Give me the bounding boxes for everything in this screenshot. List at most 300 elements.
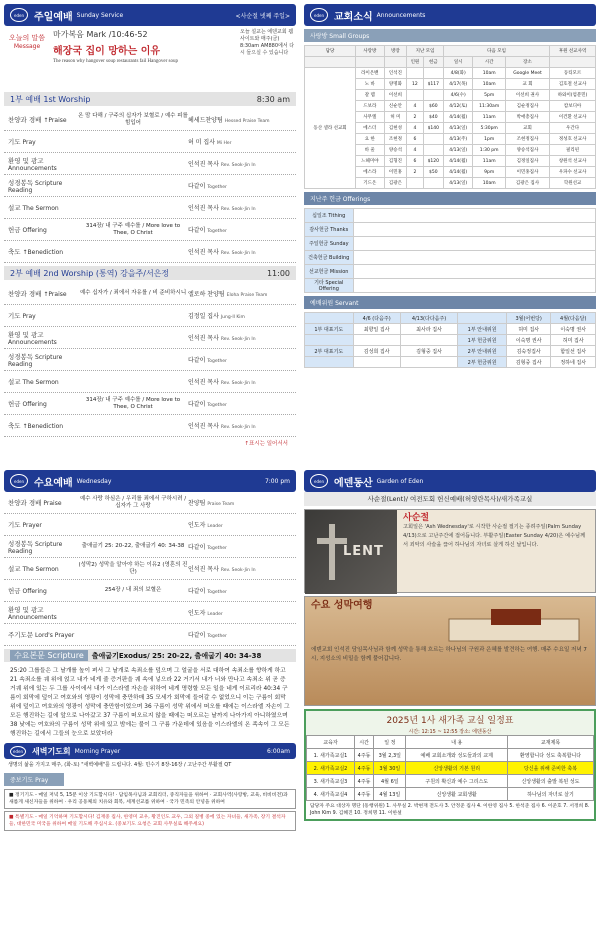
order-leader: 허 미 집사 Mi Her — [188, 139, 232, 146]
servant-cell: 김성희 집사 — [353, 346, 400, 357]
schedule-cell: 1. 새가족교실1 — [307, 749, 355, 762]
schedule-head: 교재제목 — [508, 736, 594, 749]
lent-word: LENT — [343, 544, 384, 559]
order-leader: 다같이 Together — [188, 183, 227, 190]
sg-cell: 필리핀 — [550, 145, 596, 156]
order-row — [4, 371, 296, 393]
sg-cell: 에스더 — [356, 123, 385, 134]
order-detail: 예수 십자가 / 죄에서 자유를 / 비 준비하시니 — [79, 290, 187, 296]
order-label: 설교 The Sermon — [8, 378, 59, 386]
order-detail: 출애굽기 25: 20-22, 출애굽기 40: 34-38 — [81, 543, 185, 549]
sg-subhead: 인원 — [407, 57, 423, 68]
sg-cell: 10am — [473, 178, 505, 189]
sg-cell: 우파수 선교사 — [550, 167, 596, 178]
order-leader: 인석진 목사 Rev. Seok-Jin In — [188, 423, 256, 430]
order-label: 헌금 Offering — [8, 587, 47, 595]
sg-cell: 4/13(일) — [443, 123, 472, 134]
servant-row — [305, 335, 596, 346]
sg-cell: 김형진 — [384, 156, 407, 167]
sg-subhead — [384, 57, 407, 68]
order-leader: 인석진 목사 Rev. Seok-Jin In — [188, 161, 256, 168]
sg-cell: 5:30pm — [473, 123, 505, 134]
dawn-note: 생명의 삶을 가지고 매주, (화-토) "새벽예배"를 드립니다. 4월: 민수기 8장-16장 / 고난주간 부활절 QT — [8, 762, 232, 768]
sg-cell: $140 — [423, 123, 443, 134]
sg-cell: 4/14(월) — [443, 156, 472, 167]
sg-cell: 양승석 — [384, 145, 407, 156]
sg-cell: 신순안 — [384, 101, 407, 112]
sg-cell — [423, 145, 443, 156]
sg-cell: 바 울 — [356, 145, 385, 156]
schedule-cell: 3. 새가족교실3 — [307, 775, 355, 788]
sg-subhead: 시간 — [473, 57, 505, 68]
servant-cell: 1부 안내위원 — [458, 324, 507, 335]
servant-cell: 허미 집사 — [551, 335, 596, 346]
order-detail: 314장/ 내 구주 예수를 / More love to Thee, O Christ — [85, 222, 181, 236]
eden-logo-icon: eden — [310, 8, 328, 22]
sg-cell: 이민홍집사 — [505, 167, 549, 178]
sermon-title: 해장국 집이 망하는 이유 — [53, 46, 161, 57]
announcements-subtitle: Announcements — [376, 11, 426, 19]
eden-logo-icon: eden — [310, 474, 328, 488]
sg-cell: 1:30 pm — [473, 145, 505, 156]
second-worship-bar — [4, 266, 296, 280]
sg-cell: 이선희 — [384, 90, 407, 101]
second-worship-label: 2부 예배 2nd Worship (통역) 강을주/서은정 — [10, 268, 170, 278]
order-leader: 인석진 목사 Rev. Seok-Jin In — [188, 249, 256, 256]
order-detail: 온 맘 다해 / 구주의 십자가 보혈로 / 예수 피를 힘입어 — [78, 112, 188, 126]
sg-cell: 4/14(월) — [443, 112, 472, 123]
servant-cell: 이숙명 권사 — [506, 335, 551, 346]
wednesday-scripture-bar — [4, 649, 296, 662]
sg-subhead — [356, 57, 385, 68]
sg-cell: 12 — [407, 79, 423, 90]
offering-row — [305, 279, 596, 293]
servant-cell — [400, 357, 458, 368]
servant-row — [305, 324, 596, 335]
sg-cell: $40 — [423, 112, 443, 123]
announcements-panel — [304, 4, 596, 456]
servant-cell: 김형중 집사 — [506, 357, 551, 368]
order-row — [4, 602, 296, 624]
dawn-header — [4, 743, 296, 759]
servant-row — [305, 346, 596, 357]
offering-row — [305, 223, 596, 237]
order-row — [4, 109, 296, 131]
order-row — [4, 305, 296, 327]
order-label: 환영 및 광고 Announcements — [8, 330, 57, 346]
offering-label: 기타 Special Offering — [305, 279, 354, 293]
order-detail: 254장 / 내 죄의 보혈은 — [104, 587, 162, 593]
offerings-table — [304, 208, 596, 293]
sg-cell: 4/8(화) — [443, 68, 472, 79]
announcements-title: 교회소식 — [334, 11, 373, 23]
sg-cell: 김정일집사 — [505, 156, 549, 167]
order-label: 찬양과 경배 ↑Praise — [8, 116, 67, 124]
sg-cell: 사무엘 — [356, 112, 385, 123]
schedule-row — [307, 762, 594, 775]
servant-cell: 정하네 집사 — [551, 357, 596, 368]
schedule-cell: 하나님의 자녀로 살기 — [508, 788, 594, 801]
order-label: 헌금 Offering — [8, 226, 47, 234]
new-family-schedule — [304, 709, 596, 821]
sg-head-mission: 후원 선교사역 — [550, 46, 596, 57]
order-label: 설교 The Sermon — [8, 565, 59, 573]
sg-cell: 갈 렙 — [356, 90, 385, 101]
sg-cell: 4/6(수) — [443, 90, 472, 101]
message-block — [4, 29, 296, 89]
order-row — [4, 349, 296, 371]
dawn-time: 6:00am — [267, 747, 290, 755]
order-row — [4, 514, 296, 536]
wednesday-subtitle: Wednesday — [76, 477, 112, 485]
order-leader: 다같이 Together — [188, 401, 227, 408]
small-groups-title: 사랑방 Small Groups — [304, 29, 596, 42]
offering-label: 건축헌금 Building — [305, 251, 354, 265]
order-row — [4, 492, 296, 514]
servant-cell: 허미 집사 — [506, 324, 551, 335]
stand-note: ↑표시는 일어서서 — [244, 441, 288, 447]
order-leader: 인석진 목사 Rev. Seok-Jin In — [188, 335, 256, 342]
lent-week-label: <사순절 넷째 주일> — [235, 12, 290, 20]
rebroadcast-note: 오늘 설교는 에덴교회 웹사이트와 매주(금) 8:30am AM880에서 다시 들으실 수 있습니다 — [240, 29, 295, 56]
sg-cell: 조현정집사 — [505, 134, 549, 145]
order-row — [4, 175, 296, 197]
dawn-subtitle: Morning Prayer — [74, 747, 121, 755]
sg-cell: 라이온밴 — [356, 68, 385, 79]
table-row — [305, 68, 596, 79]
sg-cell: 양승석집사 — [505, 145, 549, 156]
sg-cell: 김광은 — [384, 178, 407, 189]
wednesday-order — [4, 492, 296, 646]
schedule-note: 담당자 주요 대상자 명단 (동행위원) 1. 사무실 2. 박현재 전도사 3. 안정준 집사 4. 이한영 집사 5. 한석준 집사 6. 이준호 7. 서정희 8. John Kim 9. 김혜진 10. 정희명 11. 이한설 — [310, 804, 590, 816]
servant-cell: 최향일 집사 — [353, 324, 400, 335]
lent-cross-image — [305, 510, 397, 594]
servant-cell — [353, 357, 400, 368]
tabernacle-text: 에덴교회 인석진 담임목사님과 함께 성막을 통해 흐르는 하나님의 구원과 은혜를 발견하는 여행. 매주 수요일 저녁 7시, 지성소의 비밀을 함께 풀어갑니다. — [311, 647, 587, 662]
sg-cell: 노 바 — [356, 79, 385, 90]
schedule-row — [307, 788, 594, 801]
schedule-row — [307, 749, 594, 762]
first-worship-bar — [4, 92, 296, 106]
order-label: 축도 ↑Benediction — [8, 248, 64, 256]
sg-cell — [407, 68, 423, 79]
schedule-cell: 2. 새가족교실2 — [307, 762, 355, 775]
order-label: 환영 및 광고 Announcements — [8, 605, 57, 621]
order-leader: 인도자 Leader — [188, 522, 223, 529]
order-label: 헌금 Offering — [8, 400, 47, 408]
order-row — [4, 197, 296, 219]
order-row — [4, 558, 296, 580]
order-row — [4, 283, 296, 305]
offering-row — [305, 237, 596, 251]
schedule-cell: 당신을 위해 준비한 축복 — [508, 762, 594, 775]
sg-cell: 4 — [407, 101, 423, 112]
sunday-header — [4, 4, 296, 26]
schedule-head: 교육자 — [307, 736, 355, 749]
garden-tagline: 사순절(Lent)/ 여전도회 헌신예배(허영란목사)/새가족교실 — [304, 492, 596, 506]
sg-cell: 에스라 — [356, 167, 385, 178]
sg-cell: 김순정집사 — [505, 101, 549, 112]
order-label: 찬양과 경배 Praise — [8, 499, 62, 507]
servant-cell: 1부 대표기도 — [305, 324, 354, 335]
order-detail: (성막2) 성막을 알아야 하는 이유2 (영혼의 진단) — [78, 561, 188, 575]
offerings-title: 지난주 헌금 Offerings — [304, 192, 596, 205]
sg-cell: 동티모르 — [550, 68, 596, 79]
scripture-badge: 수요본문 Scripture — [10, 650, 88, 661]
sg-cell: 이건환 선교사 — [550, 112, 596, 123]
sg-cell: 4/13(일) — [443, 178, 472, 189]
sg-cell: 기드온 — [356, 178, 385, 189]
order-label: 축도 ↑Benediction — [8, 422, 64, 430]
servant-cell: 김숙정집사 — [506, 346, 551, 357]
schedule-title: 2025년 1사 새가족 교실 일정표 — [306, 711, 594, 728]
lent-section — [304, 509, 596, 593]
wednesday-time: 7:00 pm — [264, 477, 290, 485]
sg-cell: 인석진 — [384, 68, 407, 79]
first-worship-label: 1부 예배 1st Worship — [10, 94, 91, 104]
order-label: 찬양과 경배 ↑Praise — [8, 290, 67, 298]
sg-cell: 창원석 선교사 — [550, 156, 596, 167]
servant-cell: 함일선 집사 — [551, 346, 596, 357]
regular-prayer-box: ■ 정기기도 - 매일 저녁 5, 15분 이상 기도합시다! · 담임목사님과 교회리더, 중직자들을 위하여 · 교회사역(사랑방, 교육, 비비비전)과 새롭게 새신자들을 위하여 · 우리 공동체의 치유와 회복, 세계선교를 위하여 · 국가 민족의 안녕을 위하여 — [4, 789, 296, 809]
sg-cell: $60 — [423, 101, 443, 112]
order-leader: 김정일 집사 Jung-Il Kim — [188, 313, 245, 320]
sg-cell: 양명화 — [384, 79, 407, 90]
garden-subtitle: Garden of Eden — [376, 477, 424, 485]
schedule-cell: 4월 13일 — [374, 788, 406, 801]
order-detail: 예수 사랑 하심은 / 우리를 죄에서 구하시려 / 십자가 그 사랑 — [79, 495, 187, 509]
sg-cell: 4/12(토) — [443, 101, 472, 112]
sg-cell — [423, 134, 443, 145]
servant-col-after: 4/13(다다음주) — [400, 313, 458, 324]
order-leader: 다같이 Together — [188, 227, 227, 234]
sg-cell: $50 — [423, 167, 443, 178]
order-label: 주기도문 Lord's Prayer — [8, 631, 75, 639]
servant-cell — [400, 335, 458, 346]
servant-cell: 김형중 집사 — [400, 346, 458, 357]
sg-subhead — [305, 57, 356, 68]
schedule-cell: 3월 2,3일 — [374, 749, 406, 762]
schedule-cell: 구원의 확신과 예수 그리스도 — [406, 775, 508, 788]
sg-cell: $117 — [423, 79, 443, 90]
schedule-cell: 4주동 — [355, 749, 374, 762]
order-leader: 다같이 Together — [188, 632, 227, 639]
servant-row — [305, 357, 596, 368]
sg-cell: 김광은 집사 — [505, 178, 549, 189]
sunday-service-panel — [4, 4, 296, 456]
order-row — [4, 327, 296, 349]
sg-cell: 박애총집사 — [505, 112, 549, 123]
schedule-cell: 신앙생활의 기본 원리 — [406, 762, 508, 775]
servant-col-next: 4/6 (다음주) — [353, 313, 400, 324]
sg-head-next: 다음 모임 — [443, 46, 549, 57]
announcements-header — [304, 4, 596, 26]
sg-cell — [423, 178, 443, 189]
sg-cell: 하와이(엄분민) — [550, 90, 596, 101]
schedule-cell: 신앙생활 교회생활 — [406, 788, 508, 801]
offering-row — [305, 251, 596, 265]
sg-head-group: 사랑방 — [356, 46, 385, 57]
sg-subhead: 장소 — [505, 57, 549, 68]
schedule-head: 일 정 — [374, 736, 406, 749]
order-row — [4, 624, 296, 646]
servant-col-march: 3월(어번당) — [506, 313, 551, 324]
order-leader: 다같이 Together — [188, 357, 227, 364]
tabernacle-icon — [439, 605, 589, 645]
sg-cell: 11am — [473, 156, 505, 167]
sg-cell: 학원선교 — [550, 178, 596, 189]
sg-cell: 김호철 선교사 — [550, 79, 596, 90]
servant-table — [304, 312, 596, 368]
servant-col-april: 4월(다음달) — [551, 313, 596, 324]
order-leader: 인석진 목사 Rev. Seok-Jin In — [188, 205, 256, 212]
servant-cell: 2부 안내위원 — [458, 346, 507, 357]
order-row — [4, 536, 296, 558]
offering-row — [305, 265, 596, 279]
order-label: 성경봉독 Scripture Reading — [8, 352, 63, 368]
sg-cell: 6 — [407, 134, 423, 145]
sg-cell: 우간다 — [550, 123, 596, 134]
tabernacle-section — [304, 596, 596, 706]
servant-cell: 1부 헌금위원 — [458, 335, 507, 346]
sg-cell: $120 — [423, 156, 443, 167]
sg-cell: 요 한 — [356, 134, 385, 145]
prayer-title: 중보기도 Pray — [4, 773, 64, 786]
servant-title: 예배위원 Servant — [304, 296, 596, 309]
lent-text: 고회일은 'Ash Wednesday'로 시작한 사순절 절기는 종려주일(Palm Sunday 4/13)으로 고난주간에 접어듭니다. 부활주일(Easter Sunday 4/20)은 예수님께서 죄악의 사슬을 끊어 하나님의 자녀로 살게 하신 날입니다. — [403, 524, 586, 548]
special-prayer-box: ■ 특별기도 - 매일 기억하며 기도합시다! 김재중 집사, 한영미 교우, 황진인도 교우, 그외 질병 중에 있는 자녀들, 새가족, 장기 결석자들, 대한민국 미국을 위하여 매일 기도해 주십시요. (중보기도 요청은 교회 사무실로 해주세요) — [4, 811, 296, 831]
order-label: 성경봉독 Scripture Reading — [8, 178, 63, 194]
sermon-en-title: The reason why hangover soup restaurants fail Hangover soup — [53, 59, 178, 64]
sunday-subtitle: Sunday Service — [76, 11, 124, 19]
first-worship-time: 8:30 am — [256, 94, 290, 104]
sg-cell: 11:30am — [473, 101, 505, 112]
garden-header — [304, 470, 596, 492]
wednesday-scripture-text: 25:20 그룹들은 그 날개를 높이 펴서 그 날개로 속죄소를 덮으며 그 얼굴을 서로 대하여 속죄소를 향하게 하고 21 속죄소를 궤 위에 얹고 내가 네게 줄 증거판을 궤 속에 넣으라 22 거기서 내가 너와 만나고 속죄소 위 곧 증거궤 위에 있는 두 그룹 사이에서 내가 이스라엘 자손을 위하여 네게 명령할 모든 일을 네게 이르리라 40:34 구름이 회막에 덮이고 여호와의 영광이 성막에 충만하매 35 모세가 회막에 들어갈 수 없었으니 이는 구름이 회막 위에 덮이고 여호와의 영광이 성막에 충만함이었으며 36 구름이 성막 위에서 떠오를 때에는 이스라엘 자손이 그 모든 행진하는 길에 앞으로 나아갔고 37 구름이 떠오르지 않을 때에는 떠오르는 날까지 나아가지 아니하였으며 38 낮에는 여호와의 구름이 성막 위에 있고 밤에는 불이 그 구름 가운데에 있음을 이스라엘의 온 족속이 그 모든 행진하는 길에서 그들의 눈으로 보았더라 — [10, 668, 290, 737]
schedule-cell: 4. 새가족교실4 — [307, 788, 355, 801]
sg-cell: 6 — [407, 156, 423, 167]
wednesday-panel — [4, 470, 296, 923]
sg-subhead — [550, 57, 596, 68]
order-row — [4, 580, 296, 602]
sg-cell: 4/17(목) — [443, 79, 472, 90]
tabernacle-heading: 수요 성막여행 — [311, 600, 373, 611]
sg-group-label: 동산 셀라 선교회 — [305, 68, 356, 189]
offering-label: 선교헌금 Mission — [305, 265, 354, 279]
sg-cell: 교 회 — [505, 79, 549, 90]
servant-cell: 최사라 집사 — [400, 324, 458, 335]
sg-cell: 조현정 — [384, 134, 407, 145]
sg-cell: 느헤미야 — [356, 156, 385, 167]
sg-cell: 4/14(월) — [443, 167, 472, 178]
sg-cell: 김현성 — [384, 123, 407, 134]
sg-cell: 4 — [407, 123, 423, 134]
schedule-head: 내 용 — [406, 736, 508, 749]
schedule-head: 시간 — [355, 736, 374, 749]
offering-label: 십일조 Tithing — [305, 209, 354, 223]
sg-cell: 교회 — [505, 123, 549, 134]
wednesday-scripture-ref: 출애굽기Exodus/ 25: 20-22, 출애굽기 40: 34-38 — [91, 651, 262, 660]
order-label: 기도 Prayer — [8, 521, 42, 529]
offering-label: 감사헌금 Thanks — [305, 223, 354, 237]
sg-cell: 캄보디아 — [550, 101, 596, 112]
second-worship-time: 11:00 — [266, 268, 290, 278]
message-en-label: Message — [13, 43, 41, 50]
sg-cell: 4/13(주) — [443, 134, 472, 145]
sg-cell: 5pm — [473, 90, 505, 101]
sg-cell: 2 — [407, 112, 423, 123]
order-leader: 다같이 Together — [188, 588, 227, 595]
sg-cell — [423, 90, 443, 101]
schedule-table — [306, 735, 594, 801]
sg-cell: Google Meet — [505, 68, 549, 79]
garden-panel — [304, 470, 596, 923]
sg-cell: 1pm — [473, 134, 505, 145]
eden-logo-icon: eden — [10, 8, 28, 22]
schedule-cell: 환영합니다 성도 축복합니다 — [508, 749, 594, 762]
sg-cell: 4 — [407, 145, 423, 156]
schedule-cell: 4주동 — [355, 762, 374, 775]
order-leader: 찬양팀 Praise Team — [188, 500, 235, 507]
order-row — [4, 153, 296, 175]
servant-cell: 이숙명 권사 — [551, 324, 596, 335]
sg-cell: 드보라 — [356, 101, 385, 112]
first-worship-order — [4, 109, 296, 263]
sunday-title: 주일예배 — [34, 11, 73, 23]
order-label: 환영 및 광고 Announcements — [8, 156, 57, 172]
schedule-cell: 4주동 — [355, 788, 374, 801]
schedule-cell: 예배 교회소개와 성도들과의 교제 — [406, 749, 508, 762]
message-kr-label: 오늘의 말씀 — [8, 34, 46, 42]
order-leader: 헤세드찬양팀 Hessed Praise Team — [188, 117, 270, 124]
sg-cell: 이선희 권사 — [505, 90, 549, 101]
sg-cell — [407, 178, 423, 189]
sg-cell: 10am — [473, 68, 505, 79]
order-label: 성경봉독 Scripture Reading — [8, 539, 63, 555]
order-row — [4, 219, 296, 241]
order-leader: 인석진 목사 Rev. Seok-Jin In — [188, 566, 256, 573]
eden-logo-icon: eden — [10, 474, 28, 488]
sg-subhead: 일시 — [443, 57, 472, 68]
sg-head-manager: 담당 — [305, 46, 356, 57]
order-row — [4, 415, 296, 437]
sg-head-last: 지난 모임 — [407, 46, 444, 57]
schedule-cell: 신앙생활의 출발 복된 성도 — [508, 775, 594, 788]
order-leader: 인석진 목사 Rev. Seok-Jin In — [188, 379, 256, 386]
sg-cell — [423, 68, 443, 79]
schedule-row — [307, 775, 594, 788]
scripture-ref: 마가복음 Mark /10:46-52 — [53, 30, 148, 39]
servant-cell — [305, 335, 354, 346]
order-leader: 엘로하 찬양팀 Eloha Praise Team — [188, 291, 268, 298]
sg-cell: 11am — [473, 112, 505, 123]
sg-head-leader: 방장 — [384, 46, 407, 57]
sg-cell: 허 미 — [384, 112, 407, 123]
offering-label: 주일헌금 Sunday — [305, 237, 354, 251]
order-row — [4, 131, 296, 153]
dawn-title: 새벽기도회 — [32, 746, 71, 756]
sg-cell: 9pm — [473, 167, 505, 178]
schedule-cell: 4월 6일 — [374, 775, 406, 788]
order-label: 기도 Pray — [8, 138, 36, 146]
order-leader: 인도자 Leader — [188, 610, 223, 617]
order-label: 설교 The Sermon — [8, 204, 59, 212]
eden-logo-icon: eden — [10, 746, 26, 757]
sg-cell: 2 — [407, 167, 423, 178]
order-row — [4, 393, 296, 415]
offering-row — [305, 209, 596, 223]
sg-subhead: 헌금 — [423, 57, 443, 68]
